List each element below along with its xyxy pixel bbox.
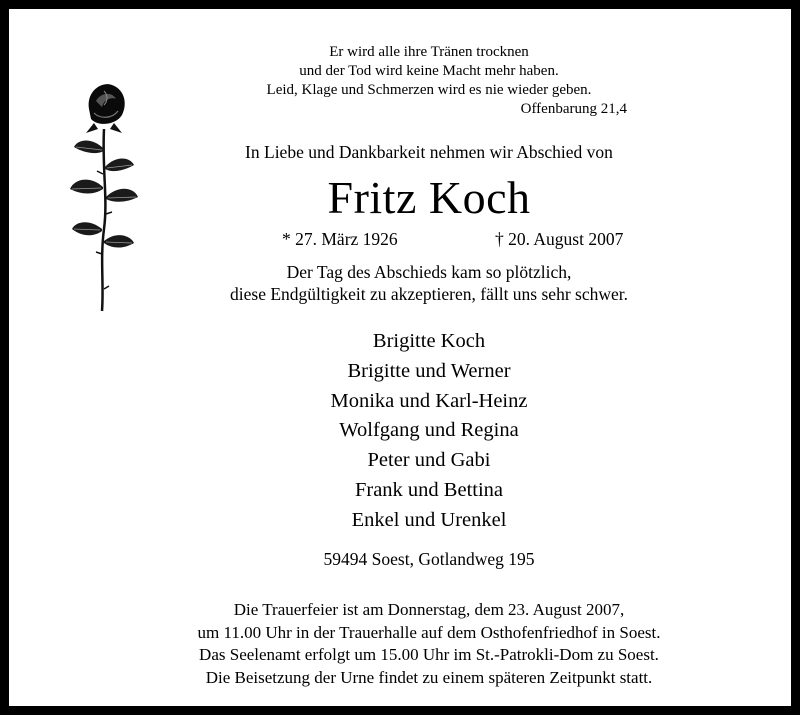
mourner-name: Frank und Bettina: [354, 478, 504, 501]
verse-reference: Offenbarung 21,4: [520, 101, 627, 117]
mourner-name: Brigitte und Werner: [347, 359, 511, 382]
mourners-list: [169, 327, 689, 536]
verse-line: und der Tod wird keine Macht mehr haben.: [299, 63, 559, 79]
funeral-notice: [169, 599, 689, 689]
farewell-saying: [169, 261, 689, 305]
notice-line: Die Trauerfeier ist am Donnerstag, dem 23. August 2007,: [233, 600, 625, 619]
notice-line: Das Seelenamt erfolgt um 15.00 Uhr im St.-Patrokli-Dom zu Soest.: [199, 645, 659, 664]
notice-line: um 11.00 Uhr in der Trauerhalle auf dem Osthofenfriedhof in Soest.: [197, 622, 661, 642]
address: 59494 Soest, Gotlandweg 195: [323, 549, 535, 569]
birth-date: * 27. März 1926: [282, 229, 398, 249]
deceased-name: Fritz Koch: [327, 172, 531, 223]
mourner-name: Brigitte Koch: [372, 330, 486, 352]
notice-line: Die Beisetzung der Urne findet zu einem späteren Zeitpunkt statt.: [205, 667, 653, 687]
death-date: † 20. August 2007: [495, 229, 624, 249]
verse-line: Leid, Klage und Schmerzen wird es nie wieder geben.: [266, 82, 592, 98]
verse-line: Er wird alle ihre Tränen trocknen: [329, 44, 529, 60]
saying-line: diese Endgültigkeit zu akzeptieren, fällt uns sehr schwer.: [230, 284, 628, 304]
mourner-name: Peter und Gabi: [367, 449, 491, 472]
intro-text: In Liebe und Dankbarkeit nehmen wir Abschied von: [245, 142, 613, 162]
bible-verse: [169, 43, 689, 119]
mourner-name: Enkel und Urenkel: [351, 508, 507, 531]
mourner-name: Wolfgang und Regina: [339, 419, 519, 442]
rose-icon: [64, 79, 144, 314]
saying-line: Der Tag des Abschieds kam so plötzlich,: [286, 262, 572, 282]
mourner-name: Monika und Karl-Heinz: [330, 389, 528, 412]
